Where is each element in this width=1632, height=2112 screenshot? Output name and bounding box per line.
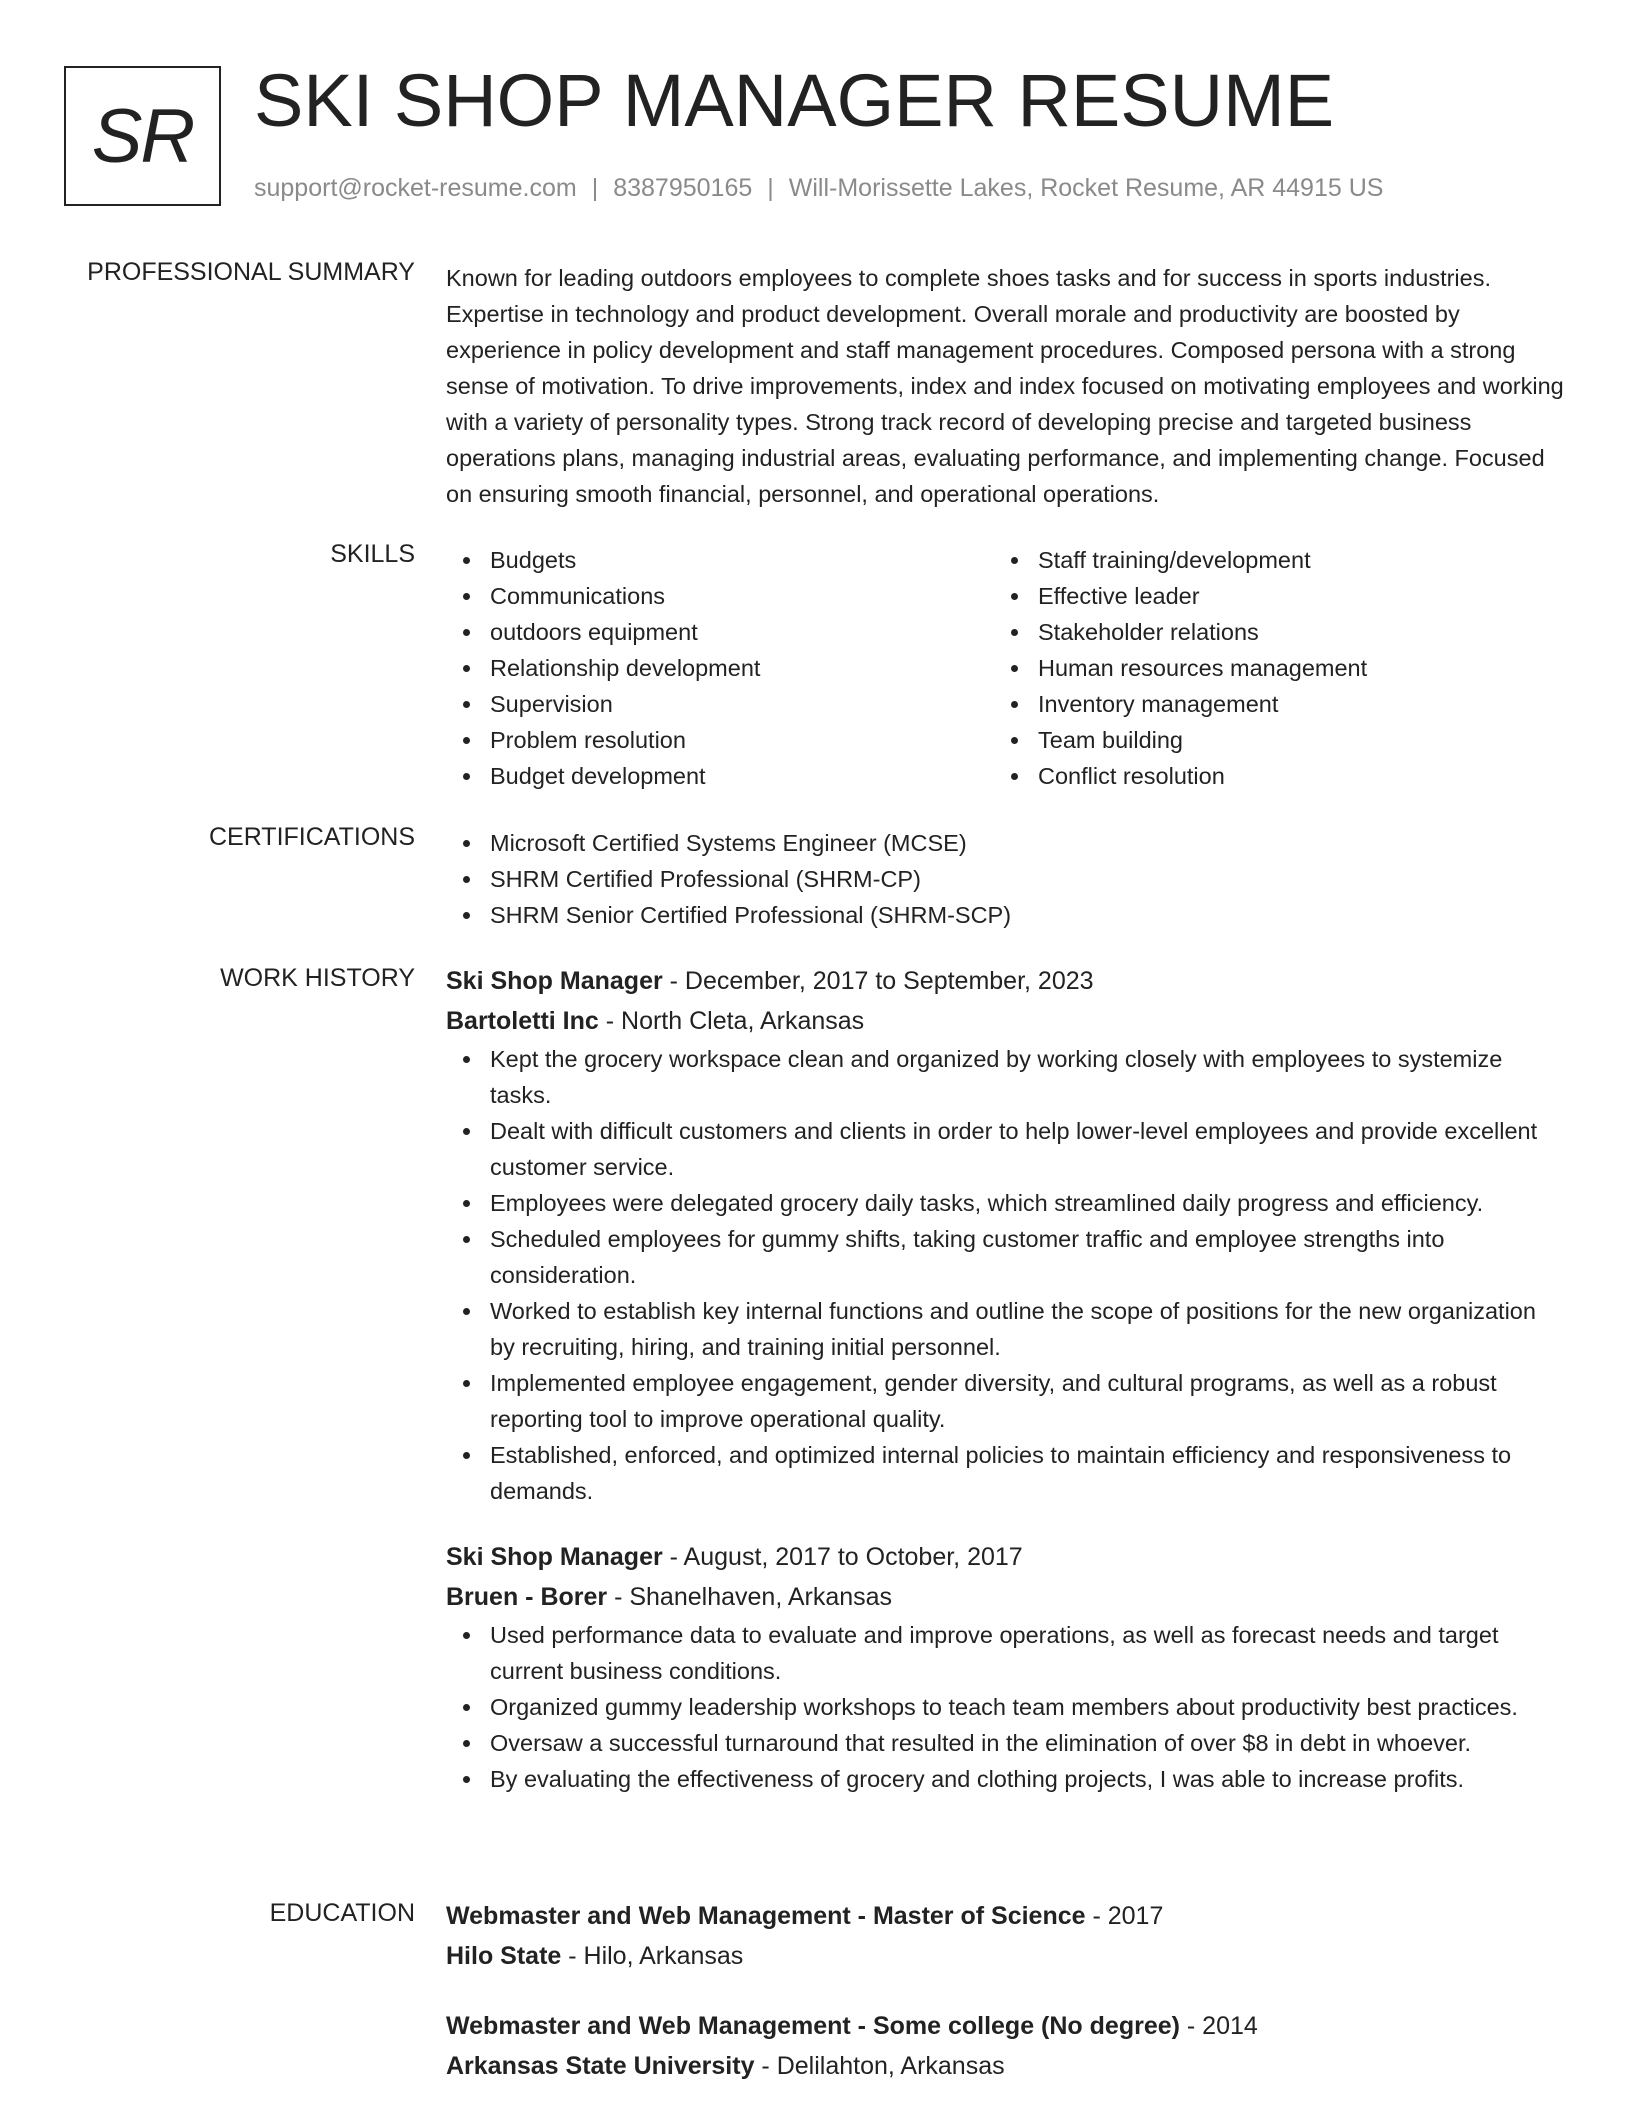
skill-item: Budgets (446, 542, 994, 578)
duty-item: Implemented employee engagement, gender diversity, and cultural programs, as well as a robust reporting tool to improve operational quality. (446, 1365, 1566, 1437)
certification-item: SHRM Senior Certified Professional (SHRM-SCP) (446, 897, 1566, 933)
contact-email: support@rocket-resume.com (254, 174, 577, 202)
education-year: - 2017 (1085, 1902, 1164, 1930)
skill-item: Conflict resolution (994, 758, 1542, 794)
work-history-label: WORK HISTORY (220, 964, 415, 992)
skill-item: Effective leader (994, 578, 1542, 614)
duty-item: Scheduled employees for gummy shifts, taking customer traffic and employee strengths into consideration. (446, 1221, 1566, 1293)
education-year: - 2014 (1179, 2012, 1258, 2040)
contact-separator: | (591, 174, 599, 202)
job-duties (446, 1041, 1566, 1509)
certifications-body (446, 825, 1566, 933)
summary-label: PROFESSIONAL SUMMARY (87, 258, 415, 286)
resume-title: SKI SHOP MANAGER RESUME (254, 59, 1335, 142)
skills-label: SKILLS (330, 540, 415, 568)
job-title-line (446, 1537, 1566, 1577)
skills-body (446, 542, 1566, 794)
education-degree: Webmaster and Web Management - Some college (No degree) (446, 2012, 1180, 2040)
job-entry (446, 961, 1566, 1509)
skill-item: Stakeholder relations (994, 614, 1542, 650)
duty-item: Dealt with difficult customers and clients in order to help lower-level employees and provide excellent customer service. (446, 1113, 1566, 1185)
skills-list-left (446, 542, 994, 794)
contact-line (254, 174, 1383, 203)
skill-item: Supervision (446, 686, 994, 722)
skill-item: Communications (446, 578, 994, 614)
duty-item: Used performance data to evaluate and improve operations, as well as forecast needs and target current business conditions. (446, 1617, 1566, 1689)
contact-separator: | (767, 174, 774, 202)
duty-item: Established, enforced, and optimized internal policies to maintain efficiency and responsiveness to demands. (446, 1437, 1566, 1509)
monogram-logo: SR (64, 66, 221, 206)
job-company: Bartoletti Inc (446, 1007, 599, 1035)
job-entry (446, 1537, 1566, 1797)
skill-item: Team building (994, 722, 1542, 758)
duty-item: By evaluating the effectiveness of grocery and clothing projects, I was able to increase profits. (446, 1761, 1566, 1797)
skills-list-right (994, 542, 1542, 794)
education-location: - Delilahton, Arkansas (754, 2052, 1005, 2080)
job-title-line (446, 961, 1566, 1001)
job-duties (446, 1617, 1566, 1797)
contact-phone: 8387950165 (613, 174, 753, 202)
job-dates: - August, 2017 to October, 2017 (662, 1543, 1023, 1571)
education-school: Hilo State (446, 1942, 562, 1970)
job-company: Bruen - Borer (446, 1583, 608, 1611)
job-location: - Shanelhaven, Arkansas (607, 1583, 893, 1611)
job-title: Ski Shop Manager (446, 967, 663, 995)
summary-text: Known for leading outdoors employees to complete shoes tasks and for success in sports industries. Expertise in technology and product development. Overall morale and productivity are boosted by experience in policy development and staff management procedures. Composed persona with a strong sense of motivation. To drive improvements, index and index focused on motivating employees and working with a variety of personality types. Strong track record of developing precise and targeted business operations plans, managing industrial areas, evaluating performance, and implementing change. Focused on ensuring smooth financial, personnel, and operational operations. (446, 265, 1564, 507)
education-school-line (446, 2046, 1566, 2086)
skill-item: Inventory management (994, 686, 1542, 722)
skill-item: Budget development (446, 758, 994, 794)
resume-header (64, 59, 1564, 214)
education-entry (446, 2006, 1566, 2086)
duty-item: Employees were delegated grocery daily tasks, which streamlined daily progress and efficiency. (446, 1185, 1566, 1221)
skill-item: Problem resolution (446, 722, 994, 758)
duty-item: Organized gummy leadership workshops to teach team members about productivity best practices. (446, 1689, 1566, 1725)
education-entry (446, 1896, 1566, 1976)
education-degree-line (446, 2006, 1566, 2046)
duty-item: Worked to establish key internal functions and outline the scope of positions for the new organization by recruiting, hiring, and training initial personnel. (446, 1293, 1566, 1365)
education-location: - Hilo, Arkansas (561, 1942, 744, 1970)
job-title: Ski Shop Manager (446, 1543, 663, 1571)
job-dates: - December, 2017 to September, 2023 (662, 967, 1094, 995)
contact-address: Will-Morissette Lakes, Rocket Resume, AR 44915 US (788, 174, 1384, 202)
skill-item: Relationship development (446, 650, 994, 686)
skill-item: outdoors equipment (446, 614, 994, 650)
job-company-line (446, 1001, 1566, 1041)
education-school: Arkansas State University (446, 2052, 755, 2080)
work-history-body (446, 961, 1566, 1797)
job-location: - North Cleta, Arkansas (598, 1007, 865, 1035)
job-company-line (446, 1577, 1566, 1617)
education-school-line (446, 1936, 1566, 1976)
duty-item: Kept the grocery workspace clean and organized by working closely with employees to systemize tasks. (446, 1041, 1566, 1113)
summary-body (446, 260, 1566, 512)
education-degree: Webmaster and Web Management - Master of Science (446, 1902, 1086, 1930)
duty-item: Oversaw a successful turnaround that resulted in the elimination of over $8 in debt in whoever. (446, 1725, 1566, 1761)
education-degree-line (446, 1896, 1566, 1936)
certification-item: SHRM Certified Professional (SHRM-CP) (446, 861, 1566, 897)
certification-item: Microsoft Certified Systems Engineer (MCSE) (446, 825, 1566, 861)
education-label: EDUCATION (269, 1899, 415, 1927)
education-body (446, 1896, 1566, 2086)
certifications-label: CERTIFICATIONS (208, 823, 415, 851)
skill-item: Staff training/development (994, 542, 1542, 578)
skill-item: Human resources management (994, 650, 1542, 686)
